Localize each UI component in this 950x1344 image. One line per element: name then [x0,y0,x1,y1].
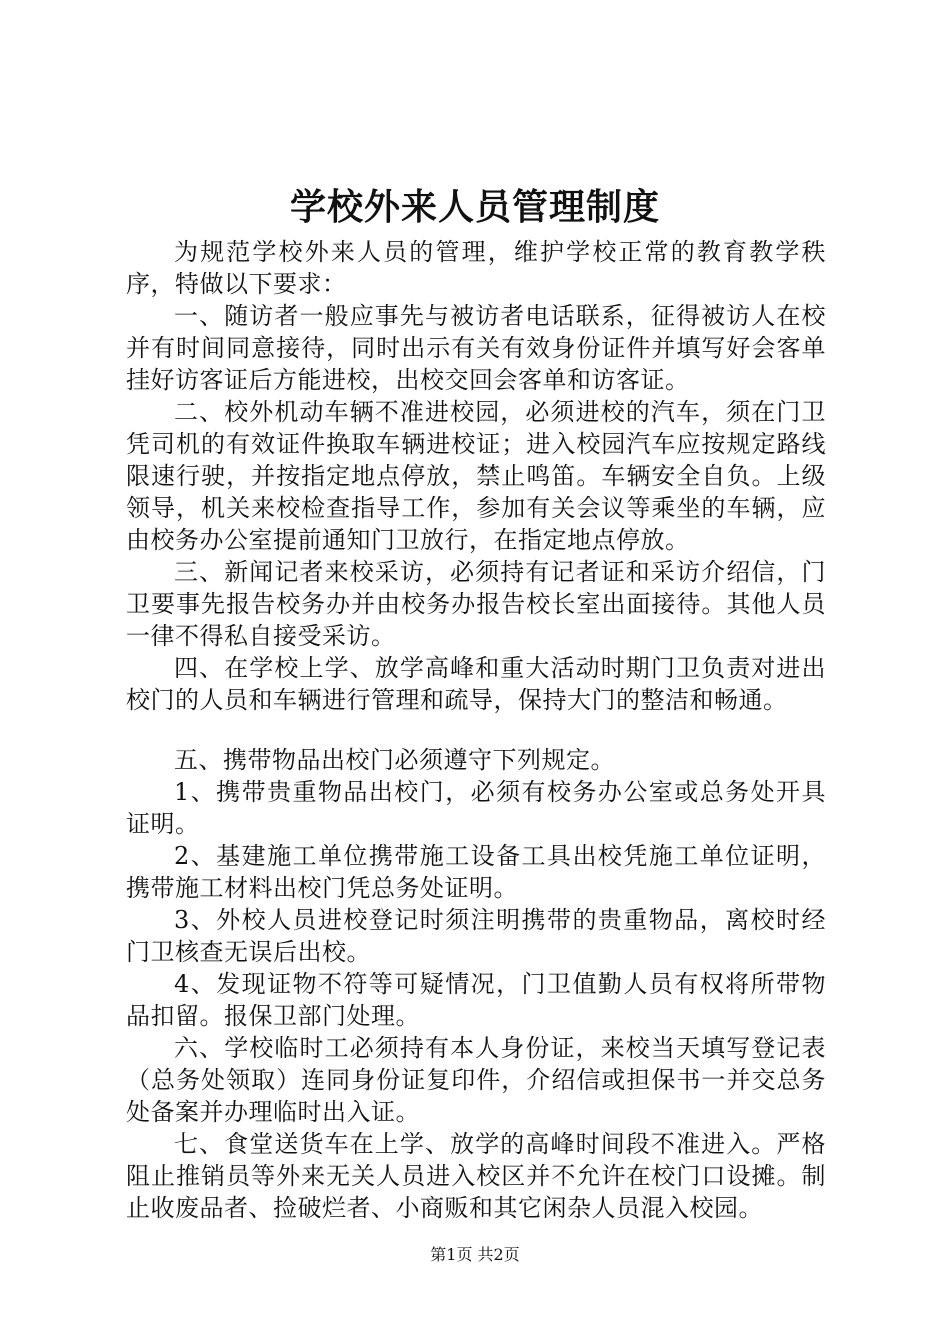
page-footer: 第1页 共2页 [430,1245,520,1264]
paragraph-subitem-3: 3、外校人员进校登记时须注明携带的贵重物品，离校时经门卫核查无误后出校。 [126,906,826,966]
paragraph-item-3: 三、新闻记者来校采访，必须持有记者证和采访介绍信，门卫要事先报告校务办并由校务办报告校长室出面接待。其他人员一律不得私自接受采访。 [126,558,826,650]
paragraph-item-7: 七、食堂送货车在上学、放学的高峰时间段不准进入。严格阻止推销员等外来无关人员进入校区并不允许在校门口设摊。制止收废品者、捡破烂者、小商贩和其它闲杂人员混入校园。 [126,1130,826,1222]
paragraph-subitem-1: 1、携带贵重物品出校门，必须有校务办公室或总务处开具证明。 [126,778,826,838]
paragraph-item-1: 一、随访者一般应事先与被访者电话联系，征得被访人在校并有时间同意接待，同时出示有关有效身份证件并填写好会客单挂好访客证后方能进校，出校交回会客单和访客证。 [126,302,826,394]
paragraph-item-4: 四、在学校上学、放学高峰和重大活动时期门卫负责对进出校门的人员和车辆进行管理和疏导，保持大门的整洁和畅通。 [126,654,826,714]
paragraph-subitem-2: 2、基建施工单位携带施工设备工具出校凭施工单位证明，携带施工材料出校门凭总务处证明。 [126,842,826,902]
document-title: 学校外来人员管理制度 [289,186,660,228]
paragraph-item-6: 六、学校临时工必须持有本人身份证，来校当天填写登记表（总务处领取）连同身份证复印件，介绍信或担保书一并交总务处备案并办理临时出入证。 [126,1034,826,1126]
paragraph-item-2: 二、校外机动车辆不准进校园，必须进校的汽车，须在门卫凭司机的有效证件换取车辆进校证；进入校园汽车应按规定路线限速行驶，并按指定地点停放，禁止鸣笛。车辆安全自负。上级领导，机关来校检查指导工作，参加有关会议等乘坐的车辆，应由校务办公室提前通知门卫放行，在指定地点停放。 [126,398,826,554]
paragraph-item-5: 五、携带物品出校门必须遵守下列规定。 [174,746,615,774]
paragraph-subitem-4: 4、发现证物不符等可疑情况，门卫值勤人员有权将所带物品扣留。报保卫部门处理。 [126,970,826,1030]
document-body [126,236,826,1224]
paragraph-intro: 为规范学校外来人员的管理，维护学校正常的教育教学秩序，特做以下要求： [126,238,826,298]
